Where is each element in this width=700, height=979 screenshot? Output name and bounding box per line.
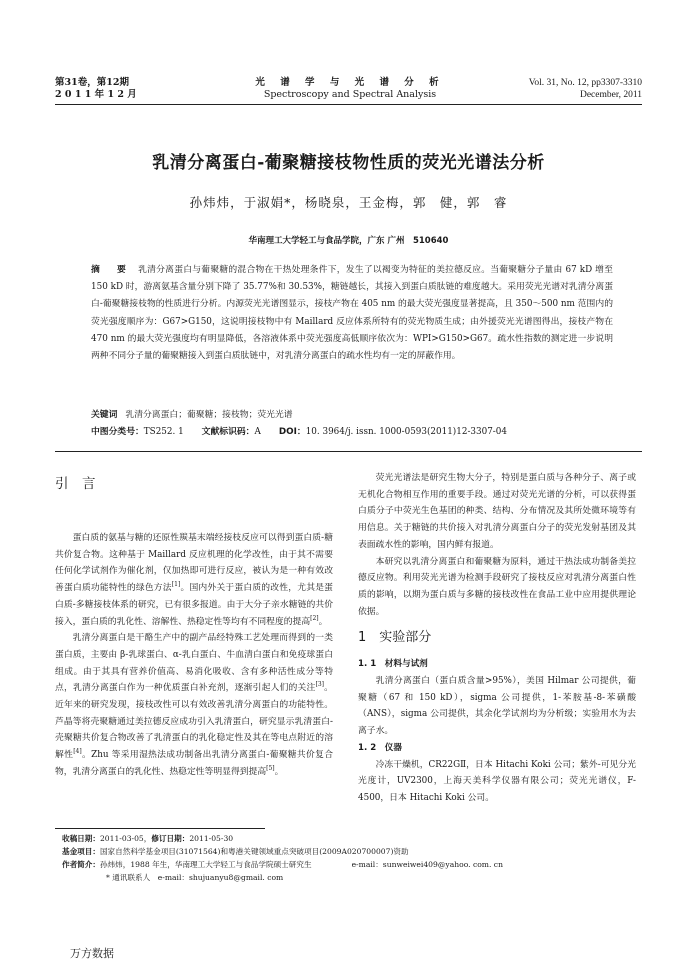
fund-text: 国家自然科学基金项目(31071564)和粤港关键领域重点突破项目(2009A020700007)资助 (99, 847, 409, 856)
wanfang-watermark: 万方数据 (70, 947, 114, 960)
abstract-text: 乳清分离蛋白与葡聚糖的混合物在干热处理条件下，发生了以褐变为特征的美拉德反应。当葡聚糖分子量由 67 kD 增至 150 kD 时，游离氨基含量分别下降了 35.77%和 30.53%，糖链越长，其接入到蛋白质肽链的难度越大。采用荧光光谱对乳清分离蛋白-葡聚糖接枝物的性质进行分析。内源荧光光谱图显示，接枝产物在 405 nm 的最大荧光强度显著提高，且 350～500 nm 范围内的荧光强度顺序为：G67>G150，这说明接枝物中有 Maillard 反应体系所特有的荧光物质生成；由外援荧光光谱图得出，接枝产物在 470 nm 的最大荧光强度均有明显降低，各溶液体系中荧光强度高低顺序依次为：WPI>G150>G67。疏水性指数的测定进一步说明两种不同分子量的葡聚糖接入到蛋白质肽链中，对乳清分离蛋白的疏水性均有一定的屏蔽作用。 (91, 265, 613, 362)
subsection-heading-materials: 1. 1 材料与试剂 (358, 659, 428, 670)
revised-date: 2011-05-30 (189, 834, 234, 843)
journal-name-cn: 光 谱 学 与 光 谱 分 析 (255, 77, 445, 88)
subsection-heading-instruments: 1. 2 仪器 (358, 742, 402, 753)
journal-volume-info (55, 77, 137, 101)
revised-label: 修订日期： (151, 834, 190, 843)
fund-line (62, 845, 642, 858)
abstract (91, 262, 613, 365)
affiliation: 华南理工大学轻工与食品学院，广东 广州 510640 (248, 236, 449, 246)
header-divider (55, 104, 642, 105)
intro-paragraph-3: 荧光光谱法是研究生物大分子，特别是蛋白质与各种分子、离子或无机化合物相互作用的重要手段。通过对荧光光谱的分析，可以获得蛋白质分子中荧光生色基团的种类、结构、分布情况及其所处微环境等有用信息。关于糖链的共价接入对乳清分离蛋白分子的荧光发射基团及其表面疏水性的影响，国内鲜有报道。 (358, 473, 636, 550)
author-email: e-mail：sunweiwei409@yahoo. com. cn (351, 860, 503, 869)
doi-label: DOI： (278, 427, 306, 437)
doc-code-label: 文献标识码： (201, 427, 255, 437)
footnotes (62, 832, 642, 884)
received-label: 收稿日期： (62, 834, 100, 843)
doi-value: 10. 3964/j. issn. 1000-0593(2011)12-3307-04 (305, 427, 507, 437)
journal-name (230, 77, 470, 101)
clc-label: 中图分类号： (91, 427, 144, 437)
intro-paragraph-2: 乳清分离蛋白是干酪生产中的副产品经特殊工艺处理而得到的一类蛋白质，主要由 β-乳球蛋白、α-乳白蛋白、牛血清白蛋白和免疫球蛋白组成。由于其具有营养价值高、易消化吸收、含有多种活性成分等特点，乳清分离蛋白作为一种优质蛋白补充剂，逐渐引起人们的关注[3]。近年来的研究发现，接枝改性可以有效改善乳清分离蛋白的功能特性。芦晶等将壳聚糖通过美拉德反应成功引入乳清蛋白，研究显示乳清蛋白-壳聚糖共价复合物改善了乳清蛋白的乳化稳定性及其在等电点附近的溶解性[4]。Zhu 等采用湿热法成功制备出乳清分离蛋白-葡聚糖共价复合物，乳清分离蛋白的乳化性、热稳定性等明显得到提高[5]。 (55, 633, 333, 777)
right-column (358, 470, 636, 807)
author-list: 孙炜炜，于淑娟*，杨晓泉，王金梅，郭 健，郭 睿 (189, 195, 508, 210)
doc-code-value: A (254, 427, 261, 437)
dates-line (62, 832, 642, 845)
abstract-divider (55, 451, 642, 452)
publication-date-cn: 2 0 1 1 年 1 2 月 (55, 89, 137, 100)
volume-issue: 第31卷，第12期 (55, 77, 129, 88)
instruments-paragraph: 冷冻干燥机，CR22GⅡ，日本 Hitachi Koki 公司；紫外-可见分光光度计，UV2300，上海天美科学仪器有限公司；荧光光谱仪，F-4500，日本 Hitachi Koki 公司。 (358, 759, 636, 803)
keywords (91, 407, 613, 424)
section-heading-introduction: 引 言 (55, 476, 96, 492)
volume-pages-en: Vol. 31, No. 12, pp3307-3310 (528, 78, 642, 88)
journal-name-en: Spectroscopy and Spectral Analysis (263, 89, 437, 100)
received-date: 2011-03-05， (99, 834, 152, 843)
intro-paragraph-4: 本研究以乳清分离蛋白和葡聚糖为原料，通过干热法成功制备美拉德反应物。利用荧光光谱为检测手段研究了接枝反应对乳清分离蛋白性质的影响，以期为蛋白质与多糖的接枝改性在食品工业中应用提供理论依据。 (358, 556, 636, 617)
abstract-label: 摘 要 (91, 265, 131, 275)
paper-title: 乳清分离蛋白-葡聚糖接枝物性质的荧光光谱法分析 (152, 153, 545, 173)
publication-date-en: December, 2011 (579, 90, 642, 100)
section-heading-experimental: 1 实验部分 (358, 630, 432, 646)
left-column (55, 470, 333, 781)
keywords-label: 关键词 (91, 410, 118, 420)
author-bio-text: 孙炜炜，1988 年生，华南理工大学轻工与食品学院硕士研究生 (99, 860, 312, 869)
author-bio-line (62, 858, 642, 871)
footnote-divider (55, 828, 265, 829)
materials-paragraph: 乳清分离蛋白（蛋白质含量>95%），美国 Hilmar 公司提供，葡聚糖（67 和 150 kD），sigma 公司提供，1-苯胺基-8-苯磺酸（ANS），sigma 公司提供，其余化学试剂均为分析级；实验用水为去离子水。 (358, 676, 636, 737)
fund-label: 基金项目： (62, 847, 100, 856)
journal-pages-info (529, 77, 642, 101)
author-bio-label: 作者简介： (62, 860, 100, 869)
clc-value: TS252. 1 (143, 427, 184, 437)
corresponding-author-line: * 通讯联系人 e-mail：shujuanyu8@gmail. com (106, 873, 284, 882)
keywords-text: 乳清分离蛋白；葡聚糖；接枝物；荧光光谱 (125, 410, 293, 420)
intro-paragraph-1: 蛋白质的氨基与糖的还原性羰基末端经接枝反应可以得到蛋白质-糖共价复合物。这种基于 Maillard 反应机理的化学改性，由于其不需要任何化学试剂作为催化剂，仅加热即可进行反应，被认为是一种有效改善蛋白质功能特性的绿色方法[1]。国内外关于蛋白质的改性，尤其是蛋白质-多糖接枝体系的研究，已有很多报道。由于大分子亲水糖链的共价接入，蛋白质的乳化性、溶解性、热稳定性等均有不同程度的提高[2]。 (55, 533, 333, 627)
classification-line (91, 424, 613, 441)
